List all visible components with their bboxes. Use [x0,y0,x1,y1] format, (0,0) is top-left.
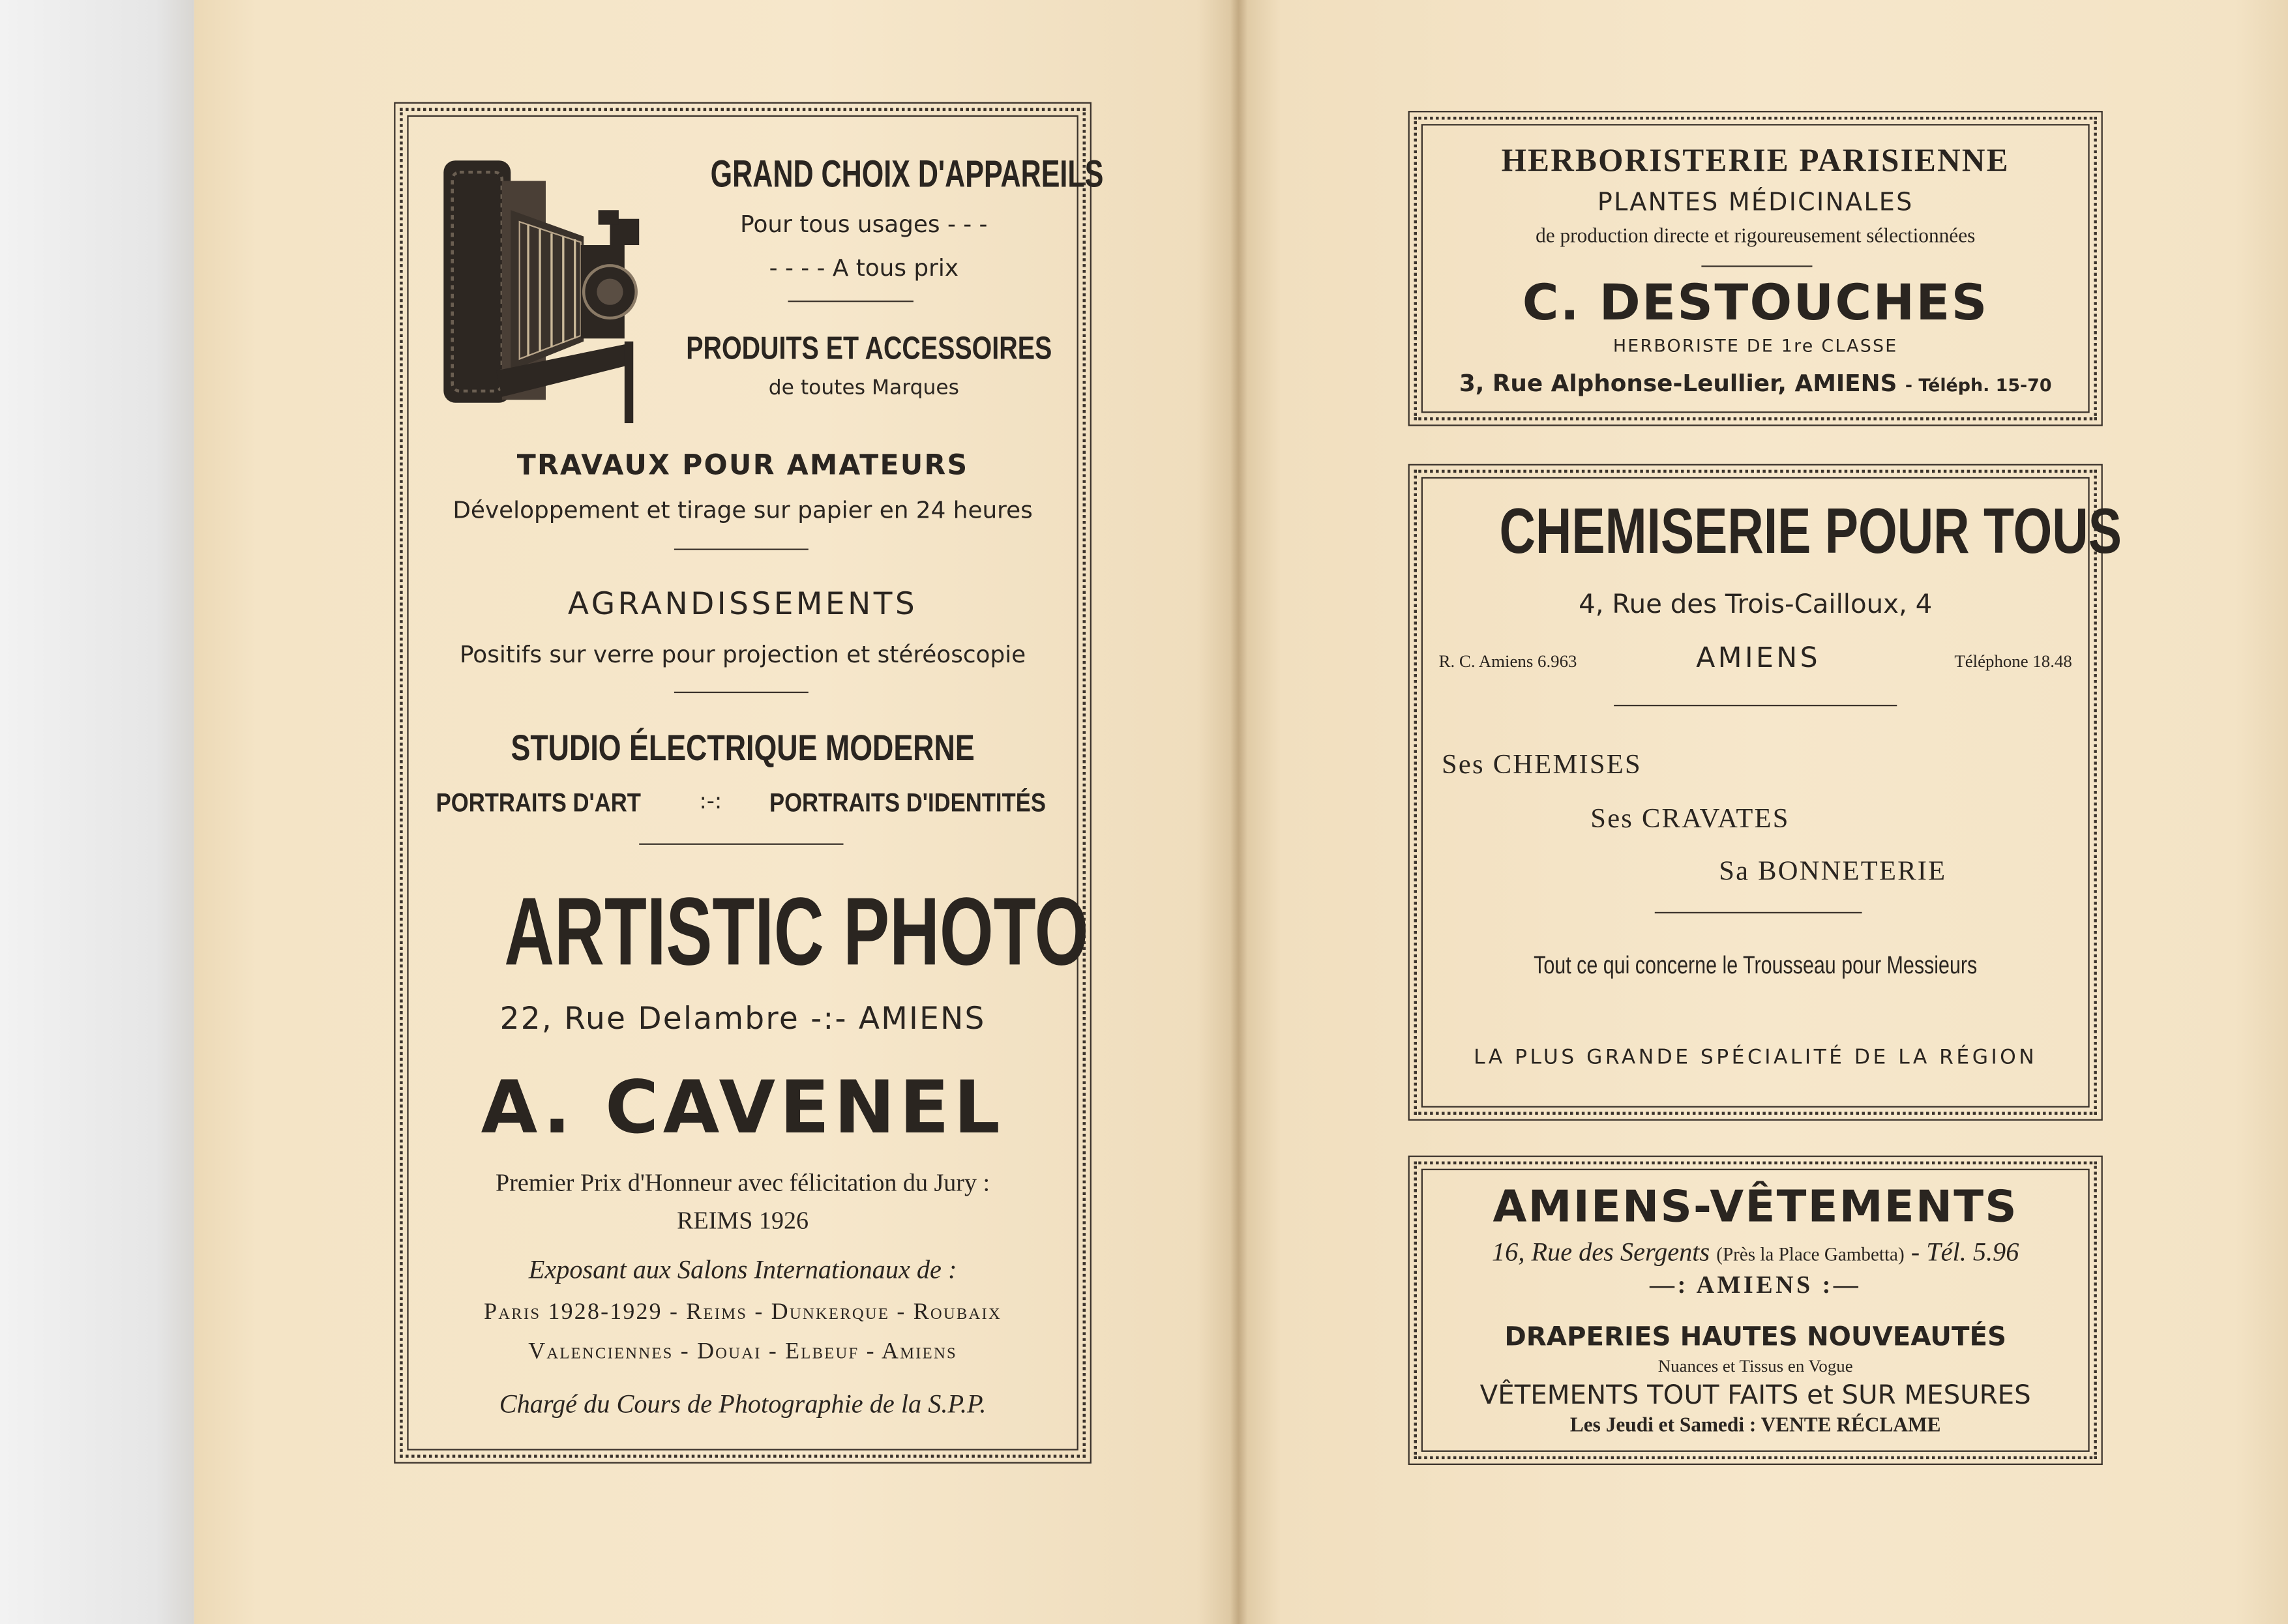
text-marques: de toutes Marques [768,376,959,400]
divider [674,692,809,693]
herbo-subtitle: PLANTES MÉDICINALES [1597,188,1914,218]
owner-name: A. CAVENEL [481,1065,1005,1150]
chemiserie-city: AMIENS [1696,642,1821,675]
vetements-street: 16, Rue des Sergents [1492,1237,1710,1267]
separator-portraits: :-: [699,788,722,814]
vetements-phone: - Tél. 5.96 [1910,1237,2019,1267]
text-exposant: Exposant aux Salons Internationaux de : [528,1254,957,1284]
divider [1614,705,1897,706]
text-cities-2: Valenciennes - Douai - Elbeuf - Amiens [528,1339,957,1365]
chemiserie-item-chemises: Ses CHEMISES [1442,750,1642,781]
vetements-near: (Près la Place Gambetta) [1716,1243,1905,1265]
text-tous-prix: - - - - A tous prix [769,254,959,282]
chemiserie-phone: Téléphone 18.48 [1954,651,2072,672]
chemiserie-specialite: LA PLUS GRANDE SPÉCIALITÉ DE LA RÉGION [1474,1046,2038,1070]
text-cours: Chargé du Cours de Photographie de la S.P.P. [499,1389,987,1419]
vetements-vente: Les Jeudi et Samedi : VENTE RÉCLAME [1569,1415,1941,1438]
text-tous-usages: Pour tous usages - - - [740,210,988,238]
divider [1655,912,1862,913]
text-reims-1926: REIMS 1926 [677,1206,809,1235]
divider [639,844,843,845]
chemiserie-trousseau: Tout ce qui concerne le Trousseau pour Messieurs [1534,951,1978,979]
herbo-title: HERBORISTERIE PARISIENNE [1501,141,2010,179]
herbo-desc: de production directe et rigoureusement sélectionnées [1536,226,1976,248]
scanner-background [0,0,194,1624]
address-artistic-photo: 22, Rue Delambre -:- AMIENS [499,1001,986,1037]
heading-studio: STUDIO ÉLECTRIQUE MODERNE [511,728,975,769]
heading-agrandissements: AGRANDISSEMENTS [567,586,918,622]
chemiserie-address: 4, Rue des Trois-Cailloux, 4 [1579,589,1933,621]
text-developpement: Développement et tirage sur papier en 24 heures [453,495,1033,524]
herbo-qualification: HERBORISTE DE 1re CLASSE [1612,335,1898,357]
page-gutter [1230,0,1248,1624]
chemiserie-item-bonneterie: Sa BONNETERIE [1719,856,1947,887]
divider [674,549,809,550]
herbo-name: C. DESTOUCHES [1522,274,1989,333]
text-premier-prix: Premier Prix d'Honneur avec félicitation du Jury : [496,1168,990,1197]
herbo-address [1427,369,2084,397]
text-portraits-identites: PORTRAITS D'IDENTITÉS [769,788,1046,818]
text-cities-1: Paris 1928-1929 - Reims - Dunkerque - Roubaix [484,1300,1002,1325]
vetements-nuances: Nuances et Tissus en Vogue [1657,1355,1853,1376]
folding-camera-illustration [438,152,653,426]
vetements-city: —: AMIENS :— [1650,1271,1862,1299]
vetements-title: AMIENS-VÊTEMENTS [1493,1181,2018,1233]
herbo-phone: - Téléph. 15-70 [1905,375,2052,396]
text-positifs: Positifs sur verre pour projection et stéréoscopie [459,640,1026,669]
vetements-tout-faits: VÊTEMENTS TOUT FAITS et SUR MESURES [1479,1380,2031,1411]
herbo-street: 3, Rue Alphonse-Leullier, AMIENS [1459,369,1897,397]
heading-travaux: TRAVAUX POUR AMATEURS [516,449,969,482]
text-portraits-art: PORTRAITS D'ART [436,788,641,818]
vetements-address [1427,1237,2084,1268]
chemiserie-rc: R. C. Amiens 6.963 [1438,651,1577,672]
headline-grand-choix: GRAND CHOIX D'APPAREILS [710,151,1104,196]
chemiserie-item-cravates: Ses CRAVATES [1590,804,1790,835]
brand-artistic-photo: ARTISTIC PHOTO [504,877,1089,985]
divider [788,301,913,302]
divider [1701,265,1812,267]
heading-produits: PRODUITS ET ACCESSOIRES [686,329,1052,366]
chemiserie-title: CHEMISERIE POUR TOUS [1499,495,2122,568]
vetements-draperies: DRAPERIES HAUTES NOUVEAUTÉS [1504,1321,2007,1353]
